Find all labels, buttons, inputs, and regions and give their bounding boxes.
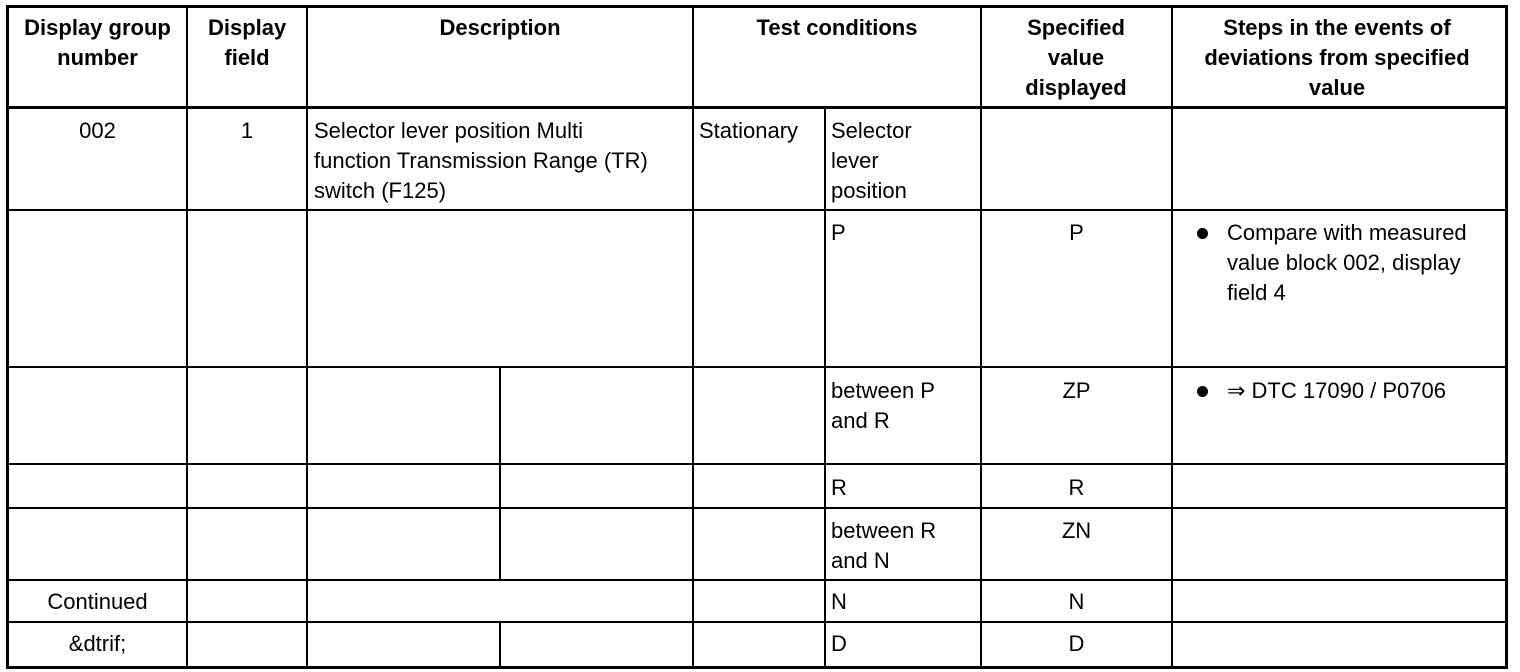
cell-display-field: 1	[240, 118, 254, 143]
cell-selector-position: P	[831, 220, 846, 245]
bullet-icon	[1197, 386, 1208, 397]
cell-test-condition: Stationary	[699, 118, 799, 143]
description-subdivider	[499, 366, 501, 581]
description-subdivider	[499, 621, 501, 666]
column-divider	[980, 5, 982, 666]
header-specified-value: Specified value displayed	[1025, 15, 1127, 100]
cell-selector-position: between P and R	[831, 378, 935, 433]
column-divider	[306, 5, 308, 666]
cell-selector-position: D	[831, 631, 847, 656]
header-display-field: Display field	[208, 15, 287, 70]
row-divider	[6, 579, 1508, 581]
row-divider	[6, 507, 1508, 509]
header-divider	[6, 106, 1508, 109]
cell-description: Selector lever position Multi function Transmission Range (TR) switch (F125)	[314, 118, 648, 203]
cell-selector-position: N	[831, 589, 847, 614]
column-divider	[692, 5, 694, 666]
cell-specified-value: R	[1068, 475, 1085, 500]
header-display-group-number: Display group number	[24, 15, 171, 70]
bullet-icon	[1197, 228, 1208, 239]
cell-display-group-number: &dtrif;	[68, 631, 127, 656]
row-divider	[6, 621, 1508, 623]
column-divider	[1171, 5, 1173, 666]
table-border	[6, 5, 1508, 669]
cell-display-group-number: 002	[79, 118, 116, 143]
header-steps: Steps in the events of deviations from specified value	[1204, 15, 1470, 100]
column-divider	[824, 106, 826, 666]
cell-specified-value: D	[1068, 631, 1085, 656]
cell-specified-value: P	[1069, 220, 1084, 245]
header-test-conditions: Test conditions	[756, 15, 918, 40]
header-description: Description	[439, 15, 561, 40]
row-divider	[6, 463, 1508, 465]
row-divider	[6, 366, 1508, 368]
cell-step: Compare with measured value block 002, display field 4	[1227, 220, 1467, 305]
row-divider	[6, 209, 1508, 211]
cell-selector-position: between R and N	[831, 518, 937, 573]
cell-display-group-number: Continued	[47, 589, 148, 614]
column-divider	[186, 5, 188, 666]
cell-selector-position: R	[831, 475, 847, 500]
cell-step: ⇒ DTC 17090 / P0706	[1227, 378, 1447, 403]
cell-specified-value: ZN	[1061, 518, 1092, 543]
cell-selector-position: Selector lever position	[831, 118, 912, 203]
cell-specified-value: ZP	[1062, 378, 1091, 403]
cell-specified-value: N	[1068, 589, 1085, 614]
